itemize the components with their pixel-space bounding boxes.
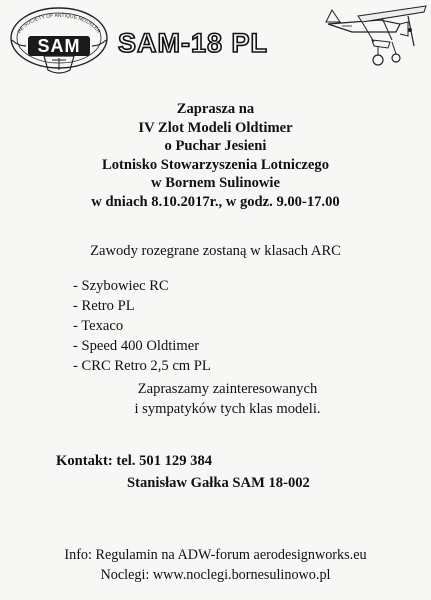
contact-phone: Kontakt: tel. 501 129 384 — [56, 453, 213, 469]
contact-block — [56, 450, 310, 494]
logo-main-text: SAM — [37, 36, 81, 56]
footer — [0, 545, 431, 585]
class-list — [73, 276, 211, 376]
page-title: SAM-18 PL — [118, 28, 269, 58]
invitation-line: w dniach 8.10.2017r., w godz. 9.00-17.00 — [91, 193, 340, 210]
welcome-line: Zapraszamy zainteresowanych — [137, 381, 318, 397]
invitation-line: Lotnisko Stowarzyszenia Lotniczego — [101, 156, 329, 173]
classes-intro: Zawody rozegrane zostaną w klasach ARC — [90, 243, 341, 259]
invitation-line: Zaprasza na — [176, 101, 255, 117]
welcome-line: i sympatyków tych klas modeli. — [134, 401, 321, 417]
sam-logo — [8, 4, 110, 78]
logo-ring-text: HE SOCIETY OF ANTIQUE MODELER — [16, 12, 102, 35]
list-item: - Szybowiec RC — [73, 278, 169, 294]
footer-lodging: Noclegi: www.noclegi.bornesulinowo.pl — [100, 567, 331, 583]
header — [0, 0, 431, 80]
airplane-icon — [322, 2, 428, 80]
invitation-line: IV Zlot Modeli Oldtimer — [138, 119, 293, 136]
list-item: - Retro PL — [73, 298, 135, 314]
invitation-block — [0, 100, 431, 211]
list-item: - Speed 400 Oldtimer — [73, 338, 200, 354]
list-item: - CRC Retro 2,5 cm PL — [73, 358, 211, 374]
sam-emblem-icon — [8, 4, 110, 78]
contact-person: Stanisław Gałka SAM 18-002 — [127, 475, 310, 491]
invitation-line: o Puchar Jesieni — [164, 138, 267, 154]
footer-info: Info: Regulamin na ADW-forum aerodesignworks.eu — [64, 547, 367, 563]
invitation-line: w Bornem Sulinowie — [151, 175, 280, 191]
plane-illustration — [322, 2, 428, 80]
list-item: - Texaco — [73, 318, 124, 334]
welcome-text — [0, 379, 431, 419]
